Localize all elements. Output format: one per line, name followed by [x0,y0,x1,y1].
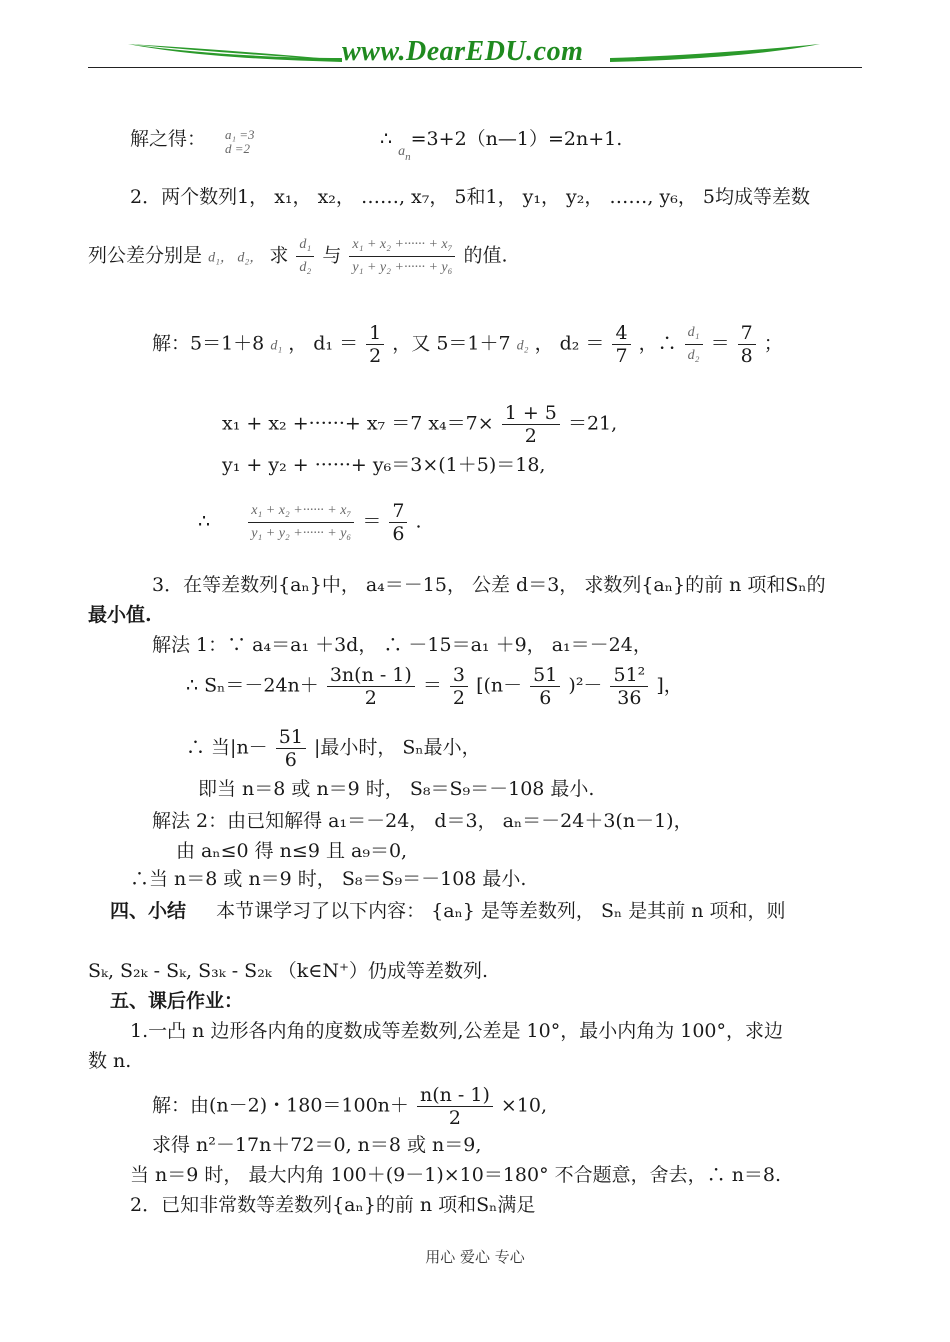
text-therefore: ，∴ [638,332,677,355]
method-1-line-1: 解法 1：∵ a₄＝a₁ ＋3d， ∴ －15＝a₁ ＋9， a₁＝－24， [152,634,652,656]
fraction-xsum-ysum: $\frac{\text{x₁ + x₂ +······ + x₇}}{\text{y₁ + y₂ +······ + y₆}}$ [349,234,455,279]
method-2-line-2: 由 aₙ≤0 得 n≤9 且 a₉＝0, [176,840,408,862]
fraction-1plus5-2: $\frac{1 + 5}{2}$ [502,402,560,447]
fraction-nn-2: $\frac{n(n - 1)}{2}$ [417,1084,493,1129]
summary-line-2: Sₖ, S₂ₖ - Sₖ, S₃ₖ - S₂ₖ （k∈N⁺）仍成等差数列. [88,960,489,982]
homework-1-line-2: 数 n. [88,1050,132,1072]
problem-2-line-1: 2．两个数列1， x₁， x₂， ……, x₇， 5和1， y₁， y₂， ……, y₆， 5均成等差数 [130,186,810,208]
solution-2-line-1: 解：5＝1＋8 d₁ ， d₁ ＝ $\frac{1}{2}$ ，又 5＝1＋7 d₂ ， d₂ ＝ $\frac{4}{7}$ ，∴ $\frac{\text{d₁}}{\text{d₂}}$ ＝ $\frac{7}{8}$ ； [152,322,783,367]
fraction-7-8: $\frac{7}{8}$ [738,322,756,367]
homework-1-solution [152,1084,547,1129]
solution-2-sum-y: y₁ + y₂ + ······+ y₆＝3×(1＋5)＝18, [222,454,546,476]
system-eq-2: d =2 [225,141,251,156]
text-squared: )²－ [568,674,603,697]
text-eq1: 解：5＝1＋8 [152,332,265,355]
system-eq-1: a₁ =3 [225,127,255,142]
method-2-line-1: 解法 2：由已知解得 a₁＝－24， d＝3， aₙ＝－24＋3(n－1)， [152,810,693,832]
method-1-line-4: 即当 n＝8 或 n＝9 时， S₈＝S₉＝－108 最小. [198,778,595,800]
fraction-51-6-b: $\frac{51}{6}$ [276,726,306,771]
text-sn-formula: ∴ Sₙ＝－24n＋ [186,674,319,697]
summary-text: 本节课学习了以下内容： {aₙ} 是等差数列， Sₙ 是其前 n 项和，则 [216,900,786,922]
formula-an: =3+2（n—1）=2n+1. [410,128,623,150]
text-solve: 解之得： [130,128,207,150]
text-equals: ＝ [422,674,442,697]
system-of-equations [225,128,255,156]
therefore-symbol-2: ∴ [198,510,211,533]
problem-3-line-2: 最小值. [88,604,152,626]
problem-2-line-2 [88,234,508,279]
text-bracket-open: [(n－ [476,674,523,697]
summary-line-1 [110,898,786,924]
fraction-half: $\frac{1}{2}$ [366,322,384,367]
var-d2: d₂ [516,338,529,354]
fraction-51sq-36: $\frac{\text{51²}}{36}$ [610,664,648,709]
therefore-symbol: ∴ [380,128,393,150]
text-d2-eq: ， d₂ ＝ [534,332,605,355]
fraction-7-6: $\frac{7}{6}$ [389,500,407,545]
var-a: an [398,144,411,163]
fraction-4-7: $\frac{4}{7}$ [612,322,630,367]
method-1-line-2 [186,664,683,709]
header-site-name: www.DearEDU.com [342,36,584,67]
var-d1-d2: d₁， d₂， [208,250,264,266]
text-sum-x: x₁ + x₂ +······+ x₇ ＝7 x₄＝7× [222,412,494,435]
method-1-line-3 [186,726,481,771]
problem-3-line-1: 3．在等差数列{aₙ}中， a₄＝－15， 公差 d＝3， 求数列{aₙ}的前 n 项和Sₙ的 [152,574,826,596]
homework-1-line-1: 1.一凸 n 边形各内角的度数成等差数列,公差是 10°，最小内角为 100°，求边 [130,1020,784,1042]
header-rule [88,67,862,68]
fraction-51-6: $\frac{51}{6}$ [530,664,560,709]
fraction-d1-d2: $\frac{\text{d₁}}{\text{d₂}}$ [296,234,314,279]
text-semicolon: ； [763,332,783,355]
text-d1-eq: ， d₁ ＝ [288,332,359,355]
text-and: 与 [322,244,342,267]
section-5-title: 五、课后作业： [110,990,244,1012]
fraction-d1-d2-b: $\frac{\text{d₁}}{\text{d₂}}$ [685,322,703,367]
solution-line-1 [130,126,206,152]
homework-1-line-4: 求得 n²－17n＋72＝0, n＝8 或 n＝9, [152,1134,482,1156]
text-hw1-eq: 解：由(n－2)・180＝100n＋ [152,1094,409,1117]
solution-2-sum-x [222,402,617,447]
text-times-10: ×10, [500,1094,548,1117]
section-4-title: 四、小结 [110,900,187,922]
fraction-3n: $\frac{3n(n - 1)}{2}$ [327,664,415,709]
page-footer: 用心 爱心 专心 [425,1248,525,1266]
text-min: |最小时， Sₙ最小， [313,736,481,759]
text-eq2: ，又 5＝1＋7 [392,332,511,355]
text-bracket-close: ]， [656,674,683,697]
text-period: . [415,510,422,533]
text-when-abs: ∴ 当|n－ [186,736,268,759]
text-common-diff: 列公差分别是 [88,244,203,267]
method-2-line-3: ∴当 n＝8 或 n＝9 时， S₈＝S₉＝－108 最小. [130,868,527,890]
text-value: 的值. [463,244,508,267]
var-d1: d₁ [270,338,283,354]
text-find: 求 [269,244,289,267]
solution-line-1-result [380,126,622,170]
fraction-3-2: $\frac{3}{2}$ [450,664,468,709]
solution-2-conclusion: ∴ $\frac{\text{x₁ + x₂ +······ + x₇}}{\text{y₁ + y₂ +······ + y₆}}$ ＝ $\frac{7}{6}$ . [198,500,422,545]
homework-1-line-5: 当 n＝9 时， 最大内角 100＋(9－1)×10＝180° 不合题意，舍去，∴ n＝8. [130,1164,782,1186]
text-sum-x-result: ＝21, [567,412,618,435]
fraction-xsum-ysum-b: $\frac{\text{x₁ + x₂ +······ + x₇}}{\text{y₁ + y₂ +······ + y₆}}$ [248,500,354,545]
homework-2-line-1: 2．已知非常数等差数列{aₙ}的前 n 项和Sₙ满足 [130,1194,536,1216]
